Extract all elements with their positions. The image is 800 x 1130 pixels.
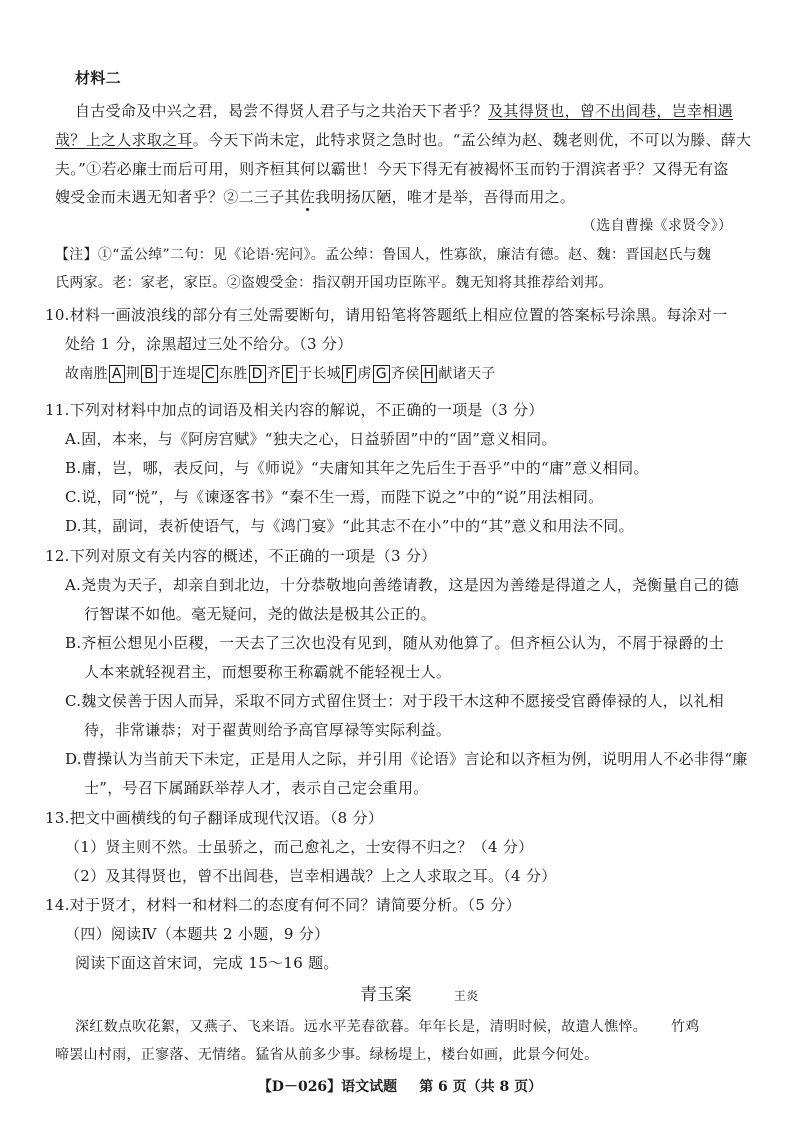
q10-segment: 齐 — [266, 366, 282, 382]
q10-stem-1: 10.材料一画波浪线的部分有三处需要断句，请用铅笔将答题纸上相应位置的答案标号涂黑。每涂对一 — [45, 306, 728, 324]
material2-line-3: 夫。”①若必廉士而后可用，则齐桓其何以霸世！今天下得无有被褐怀玉而钓于渭滨者乎？又得无有盗 — [55, 160, 729, 178]
q10-marker-h[interactable]: H — [421, 365, 438, 383]
material2-text: 。今天下尚未定，此特求贤之急时也。“孟公绰为赵、魏老则优，不可以为滕、薛大 — [192, 131, 752, 149]
q10-segment: 荆 — [125, 366, 141, 382]
material2-text: 自古受命及中兴之君，曷尝不得贤人君子与之共治天下者乎？ — [75, 102, 489, 120]
material2-line-1 — [75, 101, 733, 121]
q10-segment: 虏 — [357, 366, 372, 382]
q10-segment: 于长城 — [298, 366, 342, 382]
page-footer — [0, 1076, 800, 1096]
section-4-title: （四）阅读Ⅳ（本题共 2 小题，9 分） — [65, 925, 330, 943]
q10-marker-g[interactable]: G — [373, 365, 390, 383]
q10-segment: 齐侯 — [390, 366, 420, 382]
q11-option-b: B.庸，岂，哪，表反问，与《师说》“夫庸知其年之先后生于吾乎”中的“庸”意义相同。 — [65, 459, 649, 477]
poem-line-1 — [75, 1017, 700, 1037]
material2-source: （选自曹操《求贤令》） — [582, 218, 733, 234]
poem-heading — [360, 985, 479, 1006]
q13-sentence-2: （2）及其得贤也，曾不出闾巷，岂幸相遇哉？上之人求取之耳。（4 分） — [65, 867, 557, 885]
q12-option-b-2: 人本来就轻视君主，而想要称王称霸就不能轻视士人。 — [84, 663, 452, 681]
q11-option-c: C.说，同“悦”，与《谏逐客书》“秦不生一焉，而陛下说之”中的“说”用法相同。 — [65, 488, 604, 506]
dotted-word: 佐 — [299, 188, 316, 206]
q10-marker-e[interactable]: E — [282, 365, 297, 383]
poem-text: 竹鸡 — [671, 1019, 700, 1035]
material2-line-4 — [55, 187, 575, 207]
q10-marker-c[interactable]: C — [202, 365, 218, 383]
exam-code: 【D－026】语文试题 — [257, 1079, 398, 1095]
q12-option-d-2: 士”，号召下属踊跃举荐人才，表示自己定会重用。 — [84, 779, 429, 797]
material2-line-2 — [55, 130, 751, 150]
q13-sentence-1: （1）贤主则不然。士虽骄之，而己愈礼之，士安得不归之？（4 分） — [65, 838, 534, 856]
note-line-1: 【注】①“孟公绰”二句：见《论语·宪问》。孟公绰：鲁国人，性寡欲，廉洁有德。赵、魏：晋国赵氏与魏 — [55, 247, 712, 263]
section-4-instruction: 阅读下面这首宋词，完成 15～16 题。 — [75, 954, 339, 972]
q10-segment: 于连堤 — [158, 366, 201, 382]
q14-stem: 14.对于贤才，材料一和材料二的态度有何不同？请简要分析。（5 分） — [45, 896, 521, 914]
q12-stem: 12.下列对原文有关内容的概述，不正确的一项是（3 分） — [45, 547, 437, 565]
q10-marker-b[interactable]: B — [141, 365, 157, 383]
q12-option-b-1: B.齐桓公想见小臣稷，一天去了三次也没有见到，随从劝他算了。但齐桓公认为，不屑于禄爵的士 — [65, 634, 724, 652]
underlined-sentence: 哉？上之人求取之耳 — [55, 131, 193, 149]
q12-option-a-2: 行智谋不如他。毫无疑问，尧的做法是极其公正的。 — [84, 605, 436, 623]
q10-marker-f[interactable]: F — [342, 365, 356, 383]
q10-segment: 献诸天子 — [438, 366, 496, 382]
q11-option-a: A.固，本来，与《阿房宫赋》“独夫之心，日益骄固”中的“固”意义相同。 — [65, 430, 557, 448]
poem-line-2: 啼罢山村雨，正寥落、无情绪。猛省从前多少事。绿杨堤上，楼台如画，此景今何处。 — [55, 1047, 599, 1063]
q10-segment: 故南胜 — [65, 366, 108, 382]
q12-option-d-1: D.曹操认为当前天下未定，正是用人之际，并引用《论语》言论和以齐桓为例，说明用人不必非得“廉 — [65, 750, 748, 768]
q10-marker-a[interactable]: A — [109, 365, 125, 383]
poem-text: 深红数点吹花絮，又燕子、飞来语。远水平芜春欲暮。年年长是，清明时候，故遣人憔悴。 — [75, 1019, 647, 1035]
page-number: 第 6 页（共 8 页） — [419, 1079, 543, 1095]
material2-heading: 材料二 — [75, 69, 121, 87]
q11-option-d: D.其，副词，表祈使语气，与《鸿门宴》“此其志不在小”中的“其”意义和用法不同。 — [65, 517, 634, 535]
poem-title: 青玉案 — [360, 985, 412, 1005]
q10-segment: 东胜 — [219, 366, 248, 382]
q10-sentence — [65, 364, 496, 384]
q13-stem: 13.把文中画横线的句子翻译成现代汉语。（8 分） — [45, 809, 384, 827]
material2-text: 嫂受金而未遇无知者乎？②二三子其 — [55, 188, 300, 206]
q12-option-c-1: C.魏文侯善于因人而异，采取不同方式留住贤士：对于段干木这种不愿接受官爵俸禄的人，以礼相 — [65, 692, 724, 710]
q10-marker-d[interactable]: D — [249, 365, 266, 383]
q11-stem: 11.下列对材料中加点的词语及相关内容的解说，不正确的一项是（3 分） — [45, 401, 544, 419]
poem-author: 王炎 — [453, 989, 479, 1003]
material2-text: 我明扬仄陋，唯才是举，吾得而用之。 — [315, 188, 576, 206]
note-line-2: 氏两家。老：家老，家臣。②盗嫂受金：指汉朝开国功臣陈平。魏无知将其推荐给刘邦。 — [55, 275, 613, 291]
q12-option-a-1: A.尧贵为天子，却亲自到北边，十分恭敬地向善绻请教，这是因为善绻是得道之人，尧衡量自己的德 — [65, 576, 740, 594]
underlined-sentence: 及其得贤也，曾不出闾巷，岂幸相遇 — [488, 102, 733, 120]
q12-option-c-2: 待，非常谦恭；对于翟黄则给予高官厚禄等实际利益。 — [84, 721, 452, 739]
q10-stem-2: 处给 1 分，涂黑超过三处不给分。（3 分） — [65, 335, 353, 353]
